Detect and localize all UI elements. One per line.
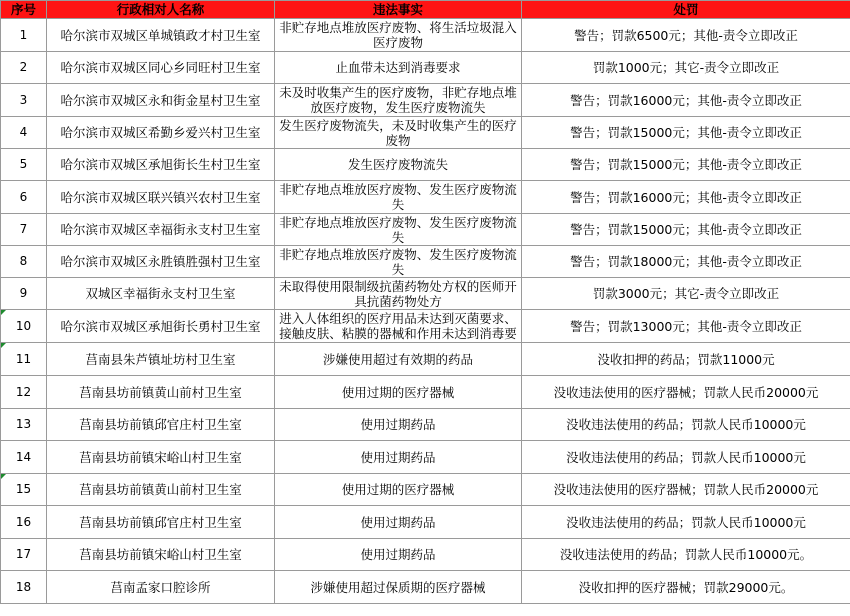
cell-index: 9 [1, 278, 47, 310]
cell-penalty: 没收扣押的药品；罚款11000元 [522, 343, 850, 376]
table-row [1, 117, 850, 149]
cell-party: 莒南县坊前镇黄山前村卫生室 [47, 376, 275, 409]
cell-index: 17 [1, 539, 47, 571]
header-violation: 违法事实 [275, 1, 522, 19]
cell-violation: 发生医疗废物流失，未及时收集产生的医疗废物 [275, 117, 522, 149]
cell-party: 哈尔滨市双城区永胜镇胜强村卫生室 [47, 246, 275, 278]
cell-party: 哈尔滨市双城区联兴镇兴农村卫生室 [47, 181, 275, 214]
cell-party: 哈尔滨市双城区幸福街永支村卫生室 [47, 214, 275, 246]
table-row [1, 539, 850, 571]
cell-index: 10 [1, 310, 47, 343]
table-row [1, 310, 850, 343]
table-row [1, 409, 850, 441]
header-index: 序号 [1, 1, 47, 19]
table-row [1, 343, 850, 376]
header-penalty: 处罚 [522, 1, 850, 19]
cell-violation: 止血带未达到消毒要求 [275, 52, 522, 84]
cell-index: 15 [1, 474, 47, 506]
cell-penalty: 罚款1000元；其它-责令立即改正 [522, 52, 850, 84]
cell-penalty: 没收违法使用的药品；罚款人民币10000元 [522, 409, 850, 441]
cell-violation: 使用过期的医疗器械 [275, 376, 522, 409]
table-row [1, 149, 850, 181]
cell-index: 2 [1, 52, 47, 84]
cell-violation: 涉嫌使用超过有效期的药品 [275, 343, 522, 376]
cell-violation: 涉嫌使用超过保质期的医疗器械 [275, 571, 522, 604]
cell-violation: 非贮存地点堆放医疗废物、发生医疗废物流失 [275, 181, 522, 214]
cell-penalty: 罚款3000元；其它-责令立即改正 [522, 278, 850, 310]
table-row [1, 376, 850, 409]
header-party: 行政相对人名称 [47, 1, 275, 19]
cell-index: 12 [1, 376, 47, 409]
table-row [1, 84, 850, 117]
cell-violation: 未及时收集产生的医疗废物，非贮存地点堆放医疗废物，发生医疗废物流失 [275, 84, 522, 117]
cell-violation: 非贮存地点堆放医疗废物、发生医疗废物流失 [275, 246, 522, 278]
cell-index: 11 [1, 343, 47, 376]
cell-violation: 使用过期的医疗器械 [275, 474, 522, 506]
table-row [1, 474, 850, 506]
table-row [1, 19, 850, 52]
cell-violation: 使用过期药品 [275, 441, 522, 474]
cell-party: 莒南县坊前镇邱官庄村卫生室 [47, 409, 275, 441]
cell-violation: 未取得使用限制级抗菌药物处方权的医师开具抗菌药物处方 [275, 278, 522, 310]
cell-penalty: 警告；罚款15000元；其他-责令立即改正 [522, 149, 850, 181]
cell-party: 哈尔滨市双城区同心乡同旺村卫生室 [47, 52, 275, 84]
cell-index: 8 [1, 246, 47, 278]
cell-violation: 使用过期药品 [275, 409, 522, 441]
table-row [1, 278, 850, 310]
cell-party: 哈尔滨市双城区承旭街长生村卫生室 [47, 149, 275, 181]
cell-violation: 非贮存地点堆放医疗废物、将生活垃圾混入医疗废物 [275, 19, 522, 52]
table-row [1, 246, 850, 278]
cell-violation: 发生医疗废物流失 [275, 149, 522, 181]
cell-index: 7 [1, 214, 47, 246]
cell-party: 莒南县坊前镇宋峪山村卫生室 [47, 539, 275, 571]
cell-party: 哈尔滨市双城区单城镇政才村卫生室 [47, 19, 275, 52]
cell-index: 18 [1, 571, 47, 604]
table-row [1, 214, 850, 246]
cell-penalty: 没收违法使用的药品；罚款人民币10000元。 [522, 539, 850, 571]
cell-penalty: 警告；罚款15000元；其他-责令立即改正 [522, 214, 850, 246]
cell-penalty: 警告；罚款16000元；其他-责令立即改正 [522, 181, 850, 214]
cell-party: 莒南县坊前镇宋峪山村卫生室 [47, 441, 275, 474]
cell-party: 莒南县坊前镇邱官庄村卫生室 [47, 506, 275, 539]
cell-violation: 使用过期药品 [275, 506, 522, 539]
cell-party: 哈尔滨市双城区永和街金星村卫生室 [47, 84, 275, 117]
cell-party: 莒南孟家口腔诊所 [47, 571, 275, 604]
table-row [1, 571, 850, 604]
cell-penalty: 警告；罚款13000元；其他-责令立即改正 [522, 310, 850, 343]
cell-index: 3 [1, 84, 47, 117]
cell-penalty: 警告；罚款15000元；其他-责令立即改正 [522, 117, 850, 149]
cell-party: 莒南县坊前镇黄山前村卫生室 [47, 474, 275, 506]
header-row [1, 1, 850, 19]
cell-penalty: 没收违法使用的药品；罚款人民币10000元 [522, 506, 850, 539]
cell-penalty: 没收违法使用的医疗器械；罚款人民币20000元 [522, 376, 850, 409]
cell-index: 6 [1, 181, 47, 214]
cell-penalty: 没收违法使用的药品；罚款人民币10000元 [522, 441, 850, 474]
table-row [1, 181, 850, 214]
cell-penalty: 没收违法使用的医疗器械；罚款人民币20000元 [522, 474, 850, 506]
table-row [1, 441, 850, 474]
cell-violation: 进入人体组织的医疗用品未达到灭菌要求、接触皮肤、粘膜的器械和作用未达到消毒要 [275, 310, 522, 343]
cell-index: 14 [1, 441, 47, 474]
cell-index: 4 [1, 117, 47, 149]
cell-violation: 非贮存地点堆放医疗废物、发生医疗废物流失 [275, 214, 522, 246]
cell-party: 莒南县朱芦镇址坊村卫生室 [47, 343, 275, 376]
cell-violation: 使用过期药品 [275, 539, 522, 571]
table-row [1, 52, 850, 84]
cell-penalty: 警告；罚款18000元；其他-责令立即改正 [522, 246, 850, 278]
cell-party: 双城区幸福街永支村卫生室 [47, 278, 275, 310]
cell-penalty: 警告；罚款16000元；其他-责令立即改正 [522, 84, 850, 117]
cell-party: 哈尔滨市双城区承旭街长勇村卫生室 [47, 310, 275, 343]
cell-penalty: 没收扣押的医疗器械；罚款29000元。 [522, 571, 850, 604]
cell-index: 1 [1, 19, 47, 52]
table-row [1, 506, 850, 539]
cell-index: 13 [1, 409, 47, 441]
cell-penalty: 警告；罚款6500元；其他-责令立即改正 [522, 19, 850, 52]
cell-party: 哈尔滨市双城区希勤乡爱兴村卫生室 [47, 117, 275, 149]
cell-index: 16 [1, 506, 47, 539]
cell-index: 5 [1, 149, 47, 181]
